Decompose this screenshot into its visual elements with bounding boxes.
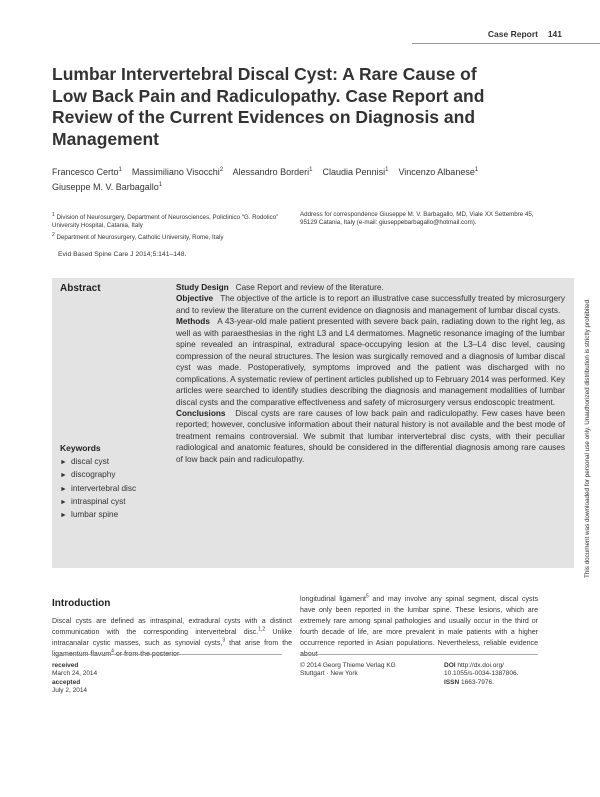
arrow-right-icon: ► (60, 472, 67, 480)
identifiers: DOI http://dx.doi.org/ 10.1055/s-0034-1387806. ISSN 1663-7976. (444, 662, 519, 686)
abstract-section: Methods A 43-year-old male patient presented with severe back pain, radiating down to the right leg, as well as with paraesthesias in the right L3 and L4 dermatomes. Magnetic resonance imaging of the lumbar spine revealed an intraspinal, extradural space-occupying lesion at the L3–L4 disc level, causing compression of the neural structures. The lesion was surgically removed and a diagnosis of lumbar discal cyst was made. Postoperatively, symptoms improved and the patient was discharged with no complications. A systematic review of pertinent articles published up to February 2014 was performed. Key articles were searched to identify studies describing the diagnosis and management modalities of lumbar discal cysts and the comparative effectiveness and safety of microsurgery versus endoscopic treatment. (176, 317, 565, 407)
article-title: Lumbar Intervertebral Discal Cyst: A Rare Cause of Low Back Pain and Radiculopathy. Case Report and Review of the Current Evidences on Diagnosis and Management (52, 64, 485, 149)
running-head (0, 26, 600, 46)
arrow-right-icon: ► (60, 485, 67, 493)
journal-citation: Evid Based Spine Care J 2014;5:141–148. (58, 251, 187, 258)
abstract-body (176, 282, 565, 465)
abstract-section: Study Design Case Report and review of the literature. (176, 283, 384, 292)
running-head-section: Case Report (487, 29, 538, 39)
affiliation: $^2$ Department of Neurosurgery, Catholic University, Rome, Italy (52, 231, 224, 241)
running-head-rule (412, 43, 600, 44)
author: Claudia Pennisi$^1$ (322, 167, 389, 177)
affiliation: $^1$ Division of Neurosurgery, Department of Neurosciences, Policlinico “G. Rodolico” University Hospital, Catania, Italy (52, 212, 279, 230)
correspondence (300, 211, 548, 228)
introduction-heading: Introduction (52, 598, 111, 609)
arrow-right-icon: ► (60, 459, 67, 466)
correspondence-label: Address for correspondence (300, 211, 378, 218)
author: Massimiliano Visocchi$^2$ (131, 167, 224, 177)
keywords-heading: Keywords (60, 443, 101, 453)
keyword-item: ► discal cyst (60, 456, 136, 469)
article-history: received March 24, 2014 accepted July 2, 2014 (52, 662, 98, 694)
keyword-item: ► lumbar spine (60, 509, 136, 522)
introduction-left-column: Discal cysts are defined as intraspinal, extradural cysts with a distinct communication with the corresponding intervertebral disc.$^{1,2}$ Unlike intracanalar cystic masses, such as synovial cysts,$^3$ that arise from the $^4$ (52, 618, 293, 655)
keyword-item: ► intervertebral disc (60, 483, 136, 496)
abstract-heading: Abstract (60, 283, 101, 294)
author: Francesco Certo$^1$ (52, 167, 122, 177)
correspondence-text: Giuseppe M. V. Barbagallo, MD, Viale XX Settembre 45, 95129 Catania, Italy (e-mail: giuseppebarbagallo@hotmail.com). (300, 211, 534, 227)
keyword-item: ► intraspinal cyst (60, 496, 136, 509)
download-notice: This document was downloaded for personal use only. Unauthorized distribution is strictly prohibited. (584, 298, 591, 578)
keywords-list (60, 456, 136, 522)
arrow-right-icon: ► (60, 498, 67, 506)
author-list (52, 164, 552, 194)
arrow-right-icon: ► (60, 512, 67, 520)
abstract-section: Objective The objective of the article is to report an illustrative case successfully treated by microsurgery and to review the literature on the current evidence on diagnosis and management of lumbar discal cysts. (176, 294, 565, 315)
footer-rule (52, 654, 282, 655)
affiliations (52, 211, 288, 242)
author: Alessandro Borderi$^1$ (232, 167, 313, 177)
abstract-section: Conclusions Discal cysts are rare causes of low back pain and radiculopathy. Few cases have been reported; however, conclusive information about their natural history is not available and the best mode of treatment remains controversial. We submit that lumbar intervertebral disc cysts, with their peculiar radiological and anatomic features, should be considered in the differential diagnosis among rare causes of low back pain and radiculopathy. (176, 408, 565, 464)
introduction-right-column: longitudinal ligament$^5$ and may involve any spinal segment, discal cysts have only been reported in the lumbar spine. These lesions, which are extremely rare among spinal pathologies and usually occur in the third or fourth decade of life, are more prevalent in male patients with a higher occurrence reported in Asian populations. Nevertheless, reliable evidence (300, 593, 538, 647)
publisher-info: © 2014 Georg Thieme Verlag KG Stuttgart · New York (300, 662, 396, 678)
author: Giuseppe M. V. Barbagallo$^1$ (52, 182, 163, 192)
footer-rule (300, 654, 538, 655)
doi-link[interactable]: http://dx.doi.org/ (457, 662, 504, 669)
keyword-item: ► discography (60, 469, 136, 482)
author: Vincenzo Albanese$^1$ (398, 167, 479, 177)
page-number: 141 (547, 29, 562, 39)
